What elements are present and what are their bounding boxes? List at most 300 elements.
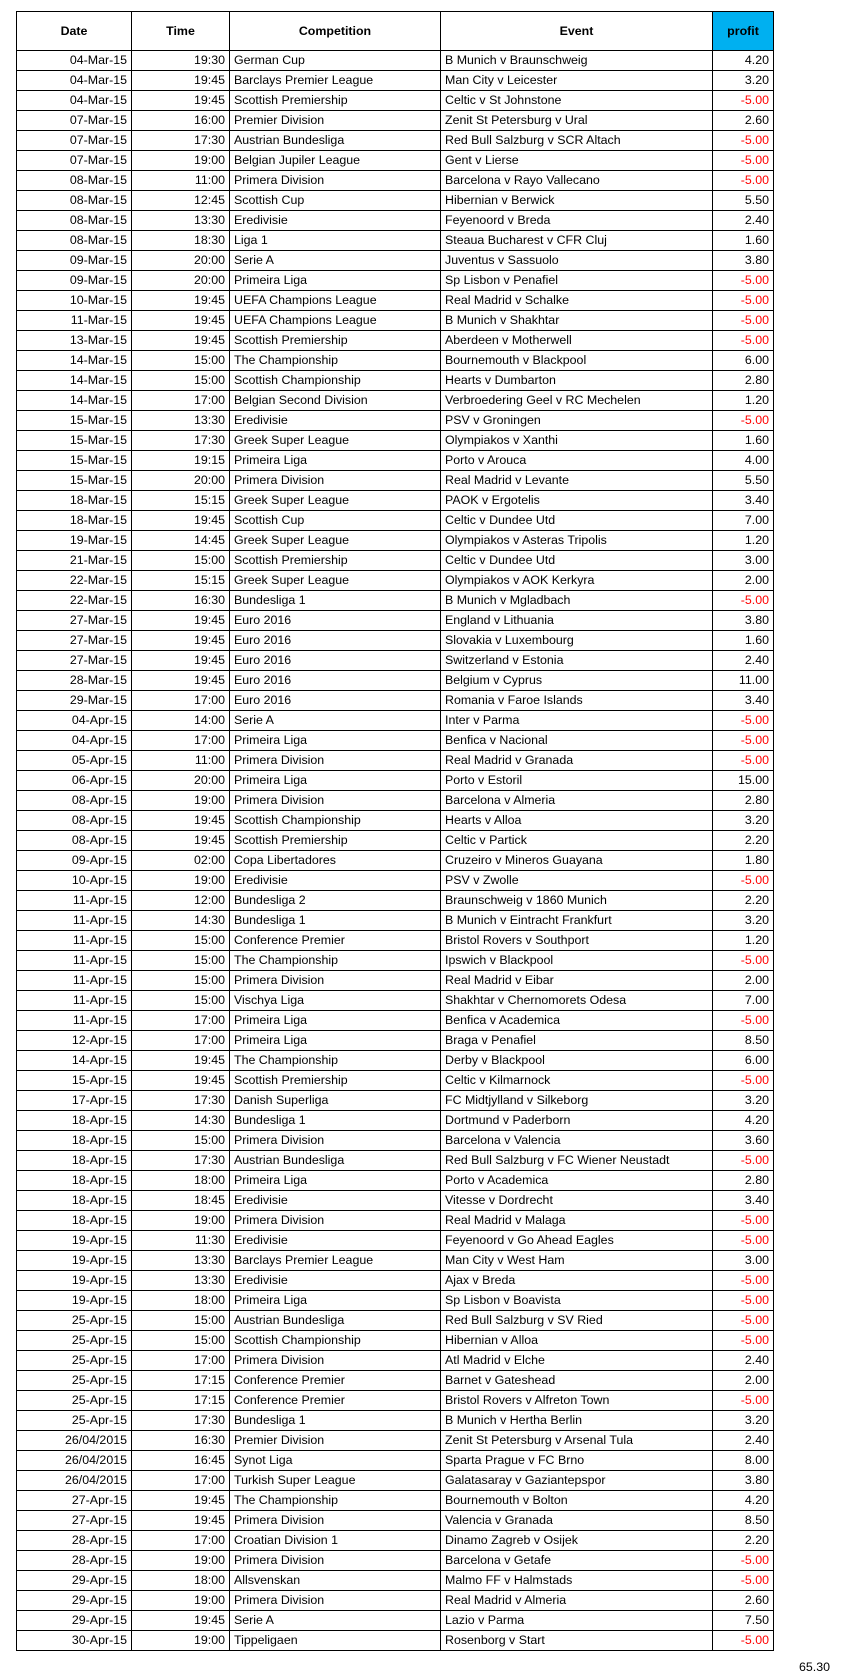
profit-cell[interactable]: 2.20: [713, 891, 774, 911]
event-cell[interactable]: England v Lithuania: [441, 611, 713, 631]
profit-cell[interactable]: 3.00: [713, 1251, 774, 1271]
date-cell[interactable]: 15-Mar-15: [17, 451, 132, 471]
competition-cell[interactable]: Eredivisie: [230, 211, 441, 231]
time-cell[interactable]: 18:00: [132, 1171, 230, 1191]
competition-cell[interactable]: Primeira Liga: [230, 1171, 441, 1191]
event-cell[interactable]: Rosenborg v Start: [441, 1631, 713, 1651]
date-cell[interactable]: 14-Mar-15: [17, 371, 132, 391]
competition-cell[interactable]: Eredivisie: [230, 1271, 441, 1291]
event-cell[interactable]: Bristol Rovers v Southport: [441, 931, 713, 951]
time-cell[interactable]: 19:45: [132, 291, 230, 311]
profit-cell[interactable]: -5.00: [713, 311, 774, 331]
time-cell[interactable]: 17:30: [132, 131, 230, 151]
profit-cell[interactable]: -5.00: [713, 411, 774, 431]
event-cell[interactable]: Switzerland v Estonia: [441, 651, 713, 671]
time-cell[interactable]: 12:00: [132, 891, 230, 911]
event-cell[interactable]: Dinamo Zagreb v Osijek: [441, 1531, 713, 1551]
time-cell[interactable]: 14:30: [132, 1111, 230, 1131]
competition-cell[interactable]: Scottish Cup: [230, 511, 441, 531]
profit-cell[interactable]: 2.80: [713, 1171, 774, 1191]
profit-cell[interactable]: -5.00: [713, 711, 774, 731]
time-cell[interactable]: 14:30: [132, 911, 230, 931]
profit-cell[interactable]: 2.60: [713, 111, 774, 131]
competition-cell[interactable]: Bundesliga 1: [230, 591, 441, 611]
event-cell[interactable]: Romania v Faroe Islands: [441, 691, 713, 711]
event-cell[interactable]: Derby v Blackpool: [441, 1051, 713, 1071]
profit-cell[interactable]: 2.00: [713, 971, 774, 991]
date-cell[interactable]: 19-Mar-15: [17, 531, 132, 551]
date-cell[interactable]: 29-Apr-15: [17, 1591, 132, 1611]
competition-cell[interactable]: Eredivisie: [230, 1231, 441, 1251]
time-cell[interactable]: 19:00: [132, 1211, 230, 1231]
event-cell[interactable]: Real Madrid v Levante: [441, 471, 713, 491]
time-cell[interactable]: 15:00: [132, 971, 230, 991]
profit-cell[interactable]: 5.50: [713, 191, 774, 211]
time-cell[interactable]: 15:00: [132, 931, 230, 951]
event-cell[interactable]: Feyenoord v Go Ahead Eagles: [441, 1231, 713, 1251]
event-cell[interactable]: Real Madrid v Almeria: [441, 1591, 713, 1611]
time-cell[interactable]: 17:15: [132, 1391, 230, 1411]
competition-cell[interactable]: Belgian Second Division: [230, 391, 441, 411]
competition-cell[interactable]: Turkish Super League: [230, 1471, 441, 1491]
date-cell[interactable]: 07-Mar-15: [17, 111, 132, 131]
event-cell[interactable]: Barcelona v Almeria: [441, 791, 713, 811]
time-cell[interactable]: 13:30: [132, 1251, 230, 1271]
date-cell[interactable]: 08-Apr-15: [17, 811, 132, 831]
profit-cell[interactable]: 3.20: [713, 71, 774, 91]
date-cell[interactable]: 15-Mar-15: [17, 431, 132, 451]
profit-cell[interactable]: 2.60: [713, 1591, 774, 1611]
competition-cell[interactable]: Euro 2016: [230, 631, 441, 651]
date-cell[interactable]: 30-Apr-15: [17, 1631, 132, 1651]
profit-cell[interactable]: 2.40: [713, 1431, 774, 1451]
event-cell[interactable]: Red Bull Salzburg v SV Ried: [441, 1311, 713, 1331]
date-cell[interactable]: 11-Apr-15: [17, 931, 132, 951]
profit-cell[interactable]: 7.00: [713, 991, 774, 1011]
event-cell[interactable]: Porto v Academica: [441, 1171, 713, 1191]
time-cell[interactable]: 15:00: [132, 551, 230, 571]
profit-cell[interactable]: -5.00: [713, 1231, 774, 1251]
time-cell[interactable]: 19:00: [132, 791, 230, 811]
profit-cell[interactable]: 5.50: [713, 471, 774, 491]
date-cell[interactable]: 14-Mar-15: [17, 351, 132, 371]
profit-cell[interactable]: -5.00: [713, 91, 774, 111]
event-cell[interactable]: Malmo FF v Halmstads: [441, 1571, 713, 1591]
time-cell[interactable]: 19:45: [132, 671, 230, 691]
competition-cell[interactable]: Danish Superliga: [230, 1091, 441, 1111]
time-cell[interactable]: 19:45: [132, 91, 230, 111]
profit-cell[interactable]: -5.00: [713, 1291, 774, 1311]
competition-cell[interactable]: Euro 2016: [230, 691, 441, 711]
date-cell[interactable]: 07-Mar-15: [17, 131, 132, 151]
profit-cell[interactable]: 1.80: [713, 851, 774, 871]
profit-cell[interactable]: 2.20: [713, 831, 774, 851]
competition-cell[interactable]: Primera Division: [230, 971, 441, 991]
competition-cell[interactable]: Primera Division: [230, 1351, 441, 1371]
time-cell[interactable]: 16:30: [132, 1431, 230, 1451]
date-cell[interactable]: 11-Apr-15: [17, 991, 132, 1011]
time-cell[interactable]: 19:45: [132, 811, 230, 831]
competition-cell[interactable]: Primera Division: [230, 751, 441, 771]
date-cell[interactable]: 06-Apr-15: [17, 771, 132, 791]
competition-cell[interactable]: Bundesliga 1: [230, 1111, 441, 1131]
date-cell[interactable]: 10-Apr-15: [17, 871, 132, 891]
event-cell[interactable]: Real Madrid v Granada: [441, 751, 713, 771]
event-cell[interactable]: Atl Madrid v Elche: [441, 1351, 713, 1371]
profit-cell[interactable]: 3.80: [713, 1471, 774, 1491]
date-cell[interactable]: 08-Mar-15: [17, 191, 132, 211]
profit-cell[interactable]: 1.60: [713, 431, 774, 451]
date-cell[interactable]: 04-Apr-15: [17, 711, 132, 731]
event-cell[interactable]: Celtic v Dundee Utd: [441, 511, 713, 531]
event-cell[interactable]: Olympiakos v Asteras Tripolis: [441, 531, 713, 551]
event-cell[interactable]: Steaua Bucharest v CFR Cluj: [441, 231, 713, 251]
date-cell[interactable]: 29-Apr-15: [17, 1571, 132, 1591]
competition-cell[interactable]: The Championship: [230, 951, 441, 971]
event-cell[interactable]: Feyenoord v Breda: [441, 211, 713, 231]
competition-cell[interactable]: Primera Division: [230, 171, 441, 191]
profit-cell[interactable]: 1.20: [713, 531, 774, 551]
event-cell[interactable]: Slovakia v Luxembourg: [441, 631, 713, 651]
date-cell[interactable]: 26/04/2015: [17, 1431, 132, 1451]
date-cell[interactable]: 18-Apr-15: [17, 1191, 132, 1211]
time-cell[interactable]: 15:00: [132, 371, 230, 391]
date-cell[interactable]: 08-Apr-15: [17, 831, 132, 851]
competition-cell[interactable]: Euro 2016: [230, 671, 441, 691]
competition-cell[interactable]: Conference Premier: [230, 1371, 441, 1391]
competition-cell[interactable]: Austrian Bundesliga: [230, 131, 441, 151]
profit-cell[interactable]: 4.20: [713, 51, 774, 71]
profit-cell[interactable]: -5.00: [713, 171, 774, 191]
event-cell[interactable]: Celtic v Dundee Utd: [441, 551, 713, 571]
profit-cell[interactable]: 3.20: [713, 1091, 774, 1111]
profit-header[interactable]: profit: [713, 12, 774, 51]
profit-cell[interactable]: -5.00: [713, 291, 774, 311]
event-cell[interactable]: Sparta Prague v FC Brno: [441, 1451, 713, 1471]
time-cell[interactable]: 20:00: [132, 271, 230, 291]
event-cell[interactable]: Sp Lisbon v Penafiel: [441, 271, 713, 291]
event-cell[interactable]: Olympiakos v AOK Kerkyra: [441, 571, 713, 591]
event-cell[interactable]: Benfica v Academica: [441, 1011, 713, 1031]
event-cell[interactable]: Gent v Lierse: [441, 151, 713, 171]
profit-cell[interactable]: -5.00: [713, 1211, 774, 1231]
date-cell[interactable]: 08-Mar-15: [17, 171, 132, 191]
time-cell[interactable]: 19:45: [132, 511, 230, 531]
time-cell[interactable]: 20:00: [132, 771, 230, 791]
date-cell[interactable]: 08-Mar-15: [17, 231, 132, 251]
competition-cell[interactable]: Scottish Premiership: [230, 91, 441, 111]
time-cell[interactable]: 15:00: [132, 351, 230, 371]
event-cell[interactable]: Juventus v Sassuolo: [441, 251, 713, 271]
competition-cell[interactable]: Austrian Bundesliga: [230, 1151, 441, 1171]
date-cell[interactable]: 04-Mar-15: [17, 71, 132, 91]
date-cell[interactable]: 11-Apr-15: [17, 951, 132, 971]
competition-cell[interactable]: The Championship: [230, 351, 441, 371]
competition-cell[interactable]: Scottish Premiership: [230, 331, 441, 351]
date-cell[interactable]: 25-Apr-15: [17, 1311, 132, 1331]
event-cell[interactable]: Hibernian v Alloa: [441, 1331, 713, 1351]
competition-cell[interactable]: Scottish Premiership: [230, 551, 441, 571]
profit-cell[interactable]: 1.20: [713, 931, 774, 951]
profit-cell[interactable]: -5.00: [713, 731, 774, 751]
time-cell[interactable]: 19:45: [132, 1611, 230, 1631]
date-cell[interactable]: 18-Apr-15: [17, 1151, 132, 1171]
event-cell[interactable]: Shakhtar v Chernomorets Odesa: [441, 991, 713, 1011]
time-cell[interactable]: 15:00: [132, 1131, 230, 1151]
profit-cell[interactable]: 3.40: [713, 691, 774, 711]
event-cell[interactable]: Ipswich v Blackpool: [441, 951, 713, 971]
competition-cell[interactable]: Austrian Bundesliga: [230, 1311, 441, 1331]
event-cell[interactable]: Hearts v Dumbarton: [441, 371, 713, 391]
date-cell[interactable]: 12-Apr-15: [17, 1031, 132, 1051]
competition-cell[interactable]: Primeira Liga: [230, 1011, 441, 1031]
time-cell[interactable]: 13:30: [132, 211, 230, 231]
profit-cell[interactable]: -5.00: [713, 751, 774, 771]
time-cell[interactable]: 19:00: [132, 1551, 230, 1571]
date-cell[interactable]: 25-Apr-15: [17, 1331, 132, 1351]
date-cell[interactable]: 14-Apr-15: [17, 1051, 132, 1071]
time-cell[interactable]: 02:00: [132, 851, 230, 871]
event-cell[interactable]: Ajax v Breda: [441, 1271, 713, 1291]
event-cell[interactable]: Barcelona v Getafe: [441, 1551, 713, 1571]
date-cell[interactable]: 15-Apr-15: [17, 1071, 132, 1091]
time-cell[interactable]: 14:00: [132, 711, 230, 731]
time-cell[interactable]: 19:45: [132, 1071, 230, 1091]
competition-cell[interactable]: Vischya Liga: [230, 991, 441, 1011]
date-cell[interactable]: 11-Apr-15: [17, 1011, 132, 1031]
time-cell[interactable]: 19:45: [132, 611, 230, 631]
profit-cell[interactable]: 2.80: [713, 371, 774, 391]
event-cell[interactable]: Aberdeen v Motherwell: [441, 331, 713, 351]
date-cell[interactable]: 29-Mar-15: [17, 691, 132, 711]
profit-cell[interactable]: 7.50: [713, 1611, 774, 1631]
competition-cell[interactable]: The Championship: [230, 1051, 441, 1071]
profit-cell[interactable]: 2.00: [713, 571, 774, 591]
profit-cell[interactable]: 3.60: [713, 1131, 774, 1151]
date-cell[interactable]: 05-Apr-15: [17, 751, 132, 771]
date-cell[interactable]: 19-Apr-15: [17, 1271, 132, 1291]
event-header[interactable]: Event: [441, 12, 713, 51]
event-cell[interactable]: B Munich v Eintracht Frankfurt: [441, 911, 713, 931]
time-cell[interactable]: 19:45: [132, 331, 230, 351]
event-cell[interactable]: Galatasaray v Gaziantepspor: [441, 1471, 713, 1491]
date-cell[interactable]: 13-Mar-15: [17, 331, 132, 351]
profit-cell[interactable]: -5.00: [713, 151, 774, 171]
time-cell[interactable]: 19:45: [132, 311, 230, 331]
event-cell[interactable]: Real Madrid v Eibar: [441, 971, 713, 991]
competition-cell[interactable]: Premier Division: [230, 1431, 441, 1451]
competition-cell[interactable]: Primeira Liga: [230, 771, 441, 791]
profit-cell[interactable]: 3.20: [713, 1411, 774, 1431]
time-cell[interactable]: 19:30: [132, 51, 230, 71]
date-cell[interactable]: 08-Apr-15: [17, 791, 132, 811]
time-cell[interactable]: 15:15: [132, 491, 230, 511]
profit-cell[interactable]: 2.40: [713, 651, 774, 671]
time-cell[interactable]: 15:00: [132, 991, 230, 1011]
competition-cell[interactable]: Primera Division: [230, 1591, 441, 1611]
profit-cell[interactable]: -5.00: [713, 331, 774, 351]
competition-cell[interactable]: Scottish Premiership: [230, 831, 441, 851]
date-cell[interactable]: 27-Mar-15: [17, 631, 132, 651]
profit-cell[interactable]: -5.00: [713, 1071, 774, 1091]
event-cell[interactable]: Benfica v Nacional: [441, 731, 713, 751]
time-cell[interactable]: 17:00: [132, 1011, 230, 1031]
time-cell[interactable]: 11:00: [132, 751, 230, 771]
competition-cell[interactable]: Primeira Liga: [230, 451, 441, 471]
date-cell[interactable]: 04-Mar-15: [17, 91, 132, 111]
event-cell[interactable]: Barcelona v Rayo Vallecano: [441, 171, 713, 191]
profit-cell[interactable]: 1.60: [713, 231, 774, 251]
time-cell[interactable]: 19:00: [132, 151, 230, 171]
date-header[interactable]: Date: [17, 12, 132, 51]
competition-cell[interactable]: Primera Division: [230, 1511, 441, 1531]
competition-cell[interactable]: German Cup: [230, 51, 441, 71]
competition-cell[interactable]: UEFA Champions League: [230, 291, 441, 311]
time-cell[interactable]: 17:00: [132, 1531, 230, 1551]
competition-cell[interactable]: Primeira Liga: [230, 271, 441, 291]
profit-cell[interactable]: -5.00: [713, 131, 774, 151]
event-cell[interactable]: Sp Lisbon v Boavista: [441, 1291, 713, 1311]
time-cell[interactable]: 19:00: [132, 1591, 230, 1611]
competition-cell[interactable]: Greek Super League: [230, 571, 441, 591]
competition-cell[interactable]: Belgian Jupiler League: [230, 151, 441, 171]
event-cell[interactable]: Man City v Leicester: [441, 71, 713, 91]
date-cell[interactable]: 19-Apr-15: [17, 1291, 132, 1311]
time-cell[interactable]: 18:00: [132, 1571, 230, 1591]
competition-cell[interactable]: UEFA Champions League: [230, 311, 441, 331]
profit-cell[interactable]: 8.00: [713, 1451, 774, 1471]
competition-cell[interactable]: Tippeligaen: [230, 1631, 441, 1651]
event-cell[interactable]: FC Midtjylland v Silkeborg: [441, 1091, 713, 1111]
event-cell[interactable]: Celtic v Partick: [441, 831, 713, 851]
time-cell[interactable]: 19:45: [132, 1511, 230, 1531]
profit-cell[interactable]: 6.00: [713, 1051, 774, 1071]
time-cell[interactable]: 19:15: [132, 451, 230, 471]
event-cell[interactable]: B Munich v Hertha Berlin: [441, 1411, 713, 1431]
time-cell[interactable]: 18:00: [132, 1291, 230, 1311]
event-cell[interactable]: Cruzeiro v Mineros Guayana: [441, 851, 713, 871]
date-cell[interactable]: 26/04/2015: [17, 1471, 132, 1491]
profit-cell[interactable]: 3.80: [713, 611, 774, 631]
competition-cell[interactable]: Primera Division: [230, 1131, 441, 1151]
competition-cell[interactable]: Premier Division: [230, 111, 441, 131]
date-cell[interactable]: 27-Mar-15: [17, 611, 132, 631]
date-cell[interactable]: 04-Mar-15: [17, 51, 132, 71]
competition-cell[interactable]: Conference Premier: [230, 931, 441, 951]
date-cell[interactable]: 29-Apr-15: [17, 1611, 132, 1631]
competition-cell[interactable]: Scottish Cup: [230, 191, 441, 211]
event-cell[interactable]: Braunschweig v 1860 Munich: [441, 891, 713, 911]
date-cell[interactable]: 25-Apr-15: [17, 1411, 132, 1431]
time-cell[interactable]: 13:30: [132, 411, 230, 431]
time-cell[interactable]: 20:00: [132, 471, 230, 491]
time-cell[interactable]: 19:45: [132, 1051, 230, 1071]
event-cell[interactable]: B Munich v Braunschweig: [441, 51, 713, 71]
profit-cell[interactable]: 2.00: [713, 1371, 774, 1391]
date-cell[interactable]: 19-Apr-15: [17, 1231, 132, 1251]
competition-cell[interactable]: Allsvenskan: [230, 1571, 441, 1591]
event-cell[interactable]: PSV v Zwolle: [441, 871, 713, 891]
date-cell[interactable]: 18-Mar-15: [17, 511, 132, 531]
profit-cell[interactable]: 4.20: [713, 1111, 774, 1131]
profit-cell[interactable]: -5.00: [713, 1551, 774, 1571]
competition-cell[interactable]: Greek Super League: [230, 531, 441, 551]
event-cell[interactable]: Man City v West Ham: [441, 1251, 713, 1271]
competition-cell[interactable]: Serie A: [230, 251, 441, 271]
event-cell[interactable]: Dortmund v Paderborn: [441, 1111, 713, 1131]
profit-cell[interactable]: 8.50: [713, 1031, 774, 1051]
time-cell[interactable]: 15:00: [132, 951, 230, 971]
time-cell[interactable]: 19:45: [132, 71, 230, 91]
competition-cell[interactable]: Scottish Premiership: [230, 1071, 441, 1091]
profit-cell[interactable]: 1.60: [713, 631, 774, 651]
time-cell[interactable]: 16:00: [132, 111, 230, 131]
event-cell[interactable]: Valencia v Granada: [441, 1511, 713, 1531]
time-cell[interactable]: 14:45: [132, 531, 230, 551]
time-cell[interactable]: 17:00: [132, 731, 230, 751]
competition-cell[interactable]: Greek Super League: [230, 491, 441, 511]
profit-cell[interactable]: 3.80: [713, 251, 774, 271]
competition-cell[interactable]: Euro 2016: [230, 651, 441, 671]
time-cell[interactable]: 11:00: [132, 171, 230, 191]
competition-cell[interactable]: Bundesliga 2: [230, 891, 441, 911]
time-cell[interactable]: 17:30: [132, 1091, 230, 1111]
event-cell[interactable]: Porto v Estoril: [441, 771, 713, 791]
event-cell[interactable]: Zenit St Petersburg v Arsenal Tula: [441, 1431, 713, 1451]
date-cell[interactable]: 27-Mar-15: [17, 651, 132, 671]
profit-cell[interactable]: 3.20: [713, 811, 774, 831]
date-cell[interactable]: 22-Mar-15: [17, 591, 132, 611]
date-cell[interactable]: 07-Mar-15: [17, 151, 132, 171]
competition-cell[interactable]: The Championship: [230, 1491, 441, 1511]
event-cell[interactable]: Vitesse v Dordrecht: [441, 1191, 713, 1211]
date-cell[interactable]: 22-Mar-15: [17, 571, 132, 591]
date-cell[interactable]: 18-Mar-15: [17, 491, 132, 511]
time-cell[interactable]: 17:00: [132, 1031, 230, 1051]
profit-cell[interactable]: 6.00: [713, 351, 774, 371]
competition-cell[interactable]: Greek Super League: [230, 431, 441, 451]
event-cell[interactable]: Bournemouth v Bolton: [441, 1491, 713, 1511]
profit-cell[interactable]: 3.40: [713, 491, 774, 511]
competition-cell[interactable]: Euro 2016: [230, 611, 441, 631]
competition-cell[interactable]: Barclays Premier League: [230, 1251, 441, 1271]
time-cell[interactable]: 16:30: [132, 591, 230, 611]
profit-cell[interactable]: 2.40: [713, 211, 774, 231]
date-cell[interactable]: 19-Apr-15: [17, 1251, 132, 1271]
date-cell[interactable]: 28-Mar-15: [17, 671, 132, 691]
date-cell[interactable]: 27-Apr-15: [17, 1491, 132, 1511]
profit-cell[interactable]: -5.00: [713, 1631, 774, 1651]
event-cell[interactable]: Verbroedering Geel v RC Mechelen: [441, 391, 713, 411]
profit-cell[interactable]: 7.00: [713, 511, 774, 531]
date-cell[interactable]: 14-Mar-15: [17, 391, 132, 411]
profit-cell[interactable]: 3.00: [713, 551, 774, 571]
date-cell[interactable]: 10-Mar-15: [17, 291, 132, 311]
competition-cell[interactable]: Primera Division: [230, 1211, 441, 1231]
time-cell[interactable]: 18:45: [132, 1191, 230, 1211]
competition-cell[interactable]: Conference Premier: [230, 1391, 441, 1411]
event-cell[interactable]: Celtic v Kilmarnock: [441, 1071, 713, 1091]
profit-cell[interactable]: -5.00: [713, 591, 774, 611]
competition-cell[interactable]: Scottish Championship: [230, 371, 441, 391]
time-cell[interactable]: 12:45: [132, 191, 230, 211]
event-cell[interactable]: Real Madrid v Schalke: [441, 291, 713, 311]
time-cell[interactable]: 15:00: [132, 1311, 230, 1331]
profit-cell[interactable]: 2.20: [713, 1531, 774, 1551]
time-cell[interactable]: 13:30: [132, 1271, 230, 1291]
time-cell[interactable]: 19:45: [132, 1491, 230, 1511]
date-cell[interactable]: 11-Apr-15: [17, 911, 132, 931]
